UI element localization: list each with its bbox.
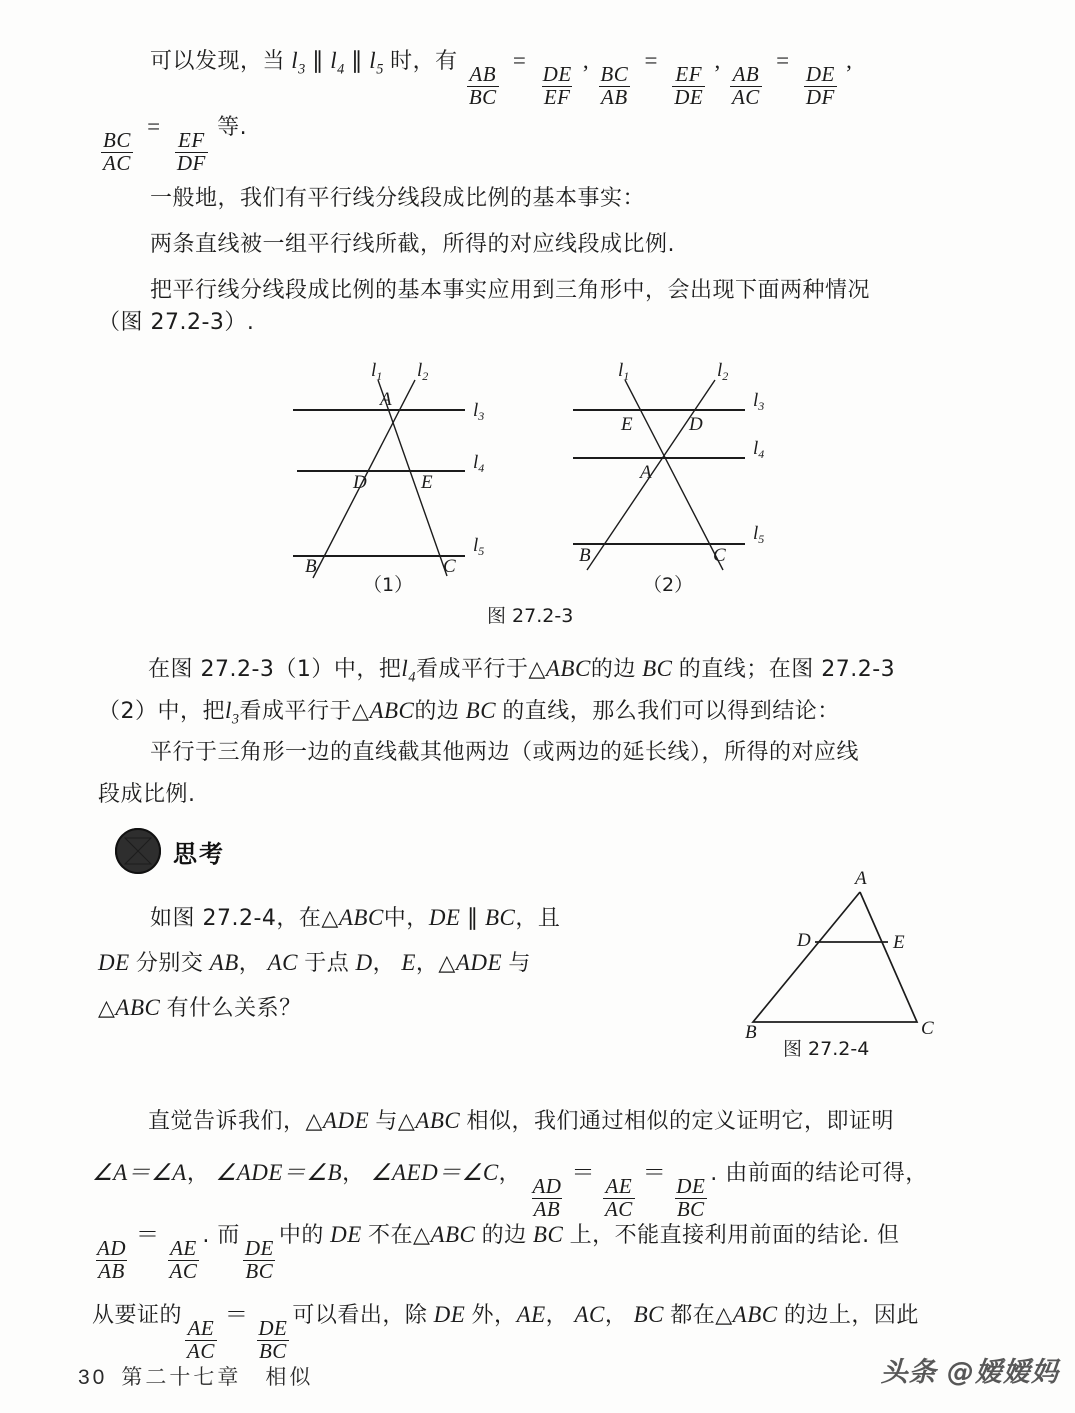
think3-text: 有什么关系？: [166, 996, 302, 1021]
proof3-text-b: 中的: [278, 1223, 324, 1248]
think2-de: DE: [98, 950, 130, 975]
proof2-eq2: ＝: [642, 1160, 667, 1185]
label-l4: $l_4$: [753, 438, 765, 461]
think-parallel: ∥: [466, 905, 479, 930]
proof4-ae: AE: [516, 1302, 546, 1327]
think2-text-b: 于点: [304, 951, 350, 976]
proof3-text-c: 不在△: [368, 1223, 431, 1248]
equals-1: =: [512, 48, 527, 73]
page-footer: [78, 1361, 313, 1391]
proof4-abc: ABC: [732, 1302, 778, 1327]
proof-line-3: [92, 1212, 1052, 1283]
think-hourglass-icon: [115, 828, 161, 874]
paragraph-general-fact-intro: 一般地，我们有平行线分线段成比例的基本事实：: [150, 186, 646, 211]
label-point-D: D: [689, 414, 703, 435]
proof4-text-e: 的边上，因此: [783, 1303, 919, 1328]
equals-4: =: [147, 114, 161, 139]
inline-l4: $l_4$: [401, 656, 416, 686]
fraction-de-df: $\frac{DE}{DF}$: [805, 62, 835, 109]
proof1-text-c: 相似，我们通过相似的定义证明它，即证明: [466, 1109, 895, 1134]
proof4-comma1: ，: [545, 1303, 569, 1328]
think2-text-a: 分别交: [135, 951, 204, 976]
fraction-ab-bc: $\frac{AB}{BC}$: [468, 62, 497, 109]
paragraph-apply-line2: （图 27.2-3）.: [98, 310, 255, 335]
label-point-B: B: [745, 1022, 757, 1043]
figure-27-2-4: [745, 862, 960, 1060]
angle-aed-equality: ∠AED＝∠C: [370, 1160, 499, 1185]
proof1-ade: ADE: [322, 1108, 370, 1133]
proof1-text-a: 直觉告诉我们，△: [148, 1109, 323, 1134]
proof2-comma3: ，: [498, 1161, 522, 1186]
proof4-eq1: ＝: [224, 1302, 249, 1327]
intro-text-pre: 可以发现，当: [150, 49, 286, 74]
figure-2-svg: [565, 358, 790, 588]
label-l4: $l_4$: [473, 452, 485, 475]
after-fig-text-d: 的直线；在图 27.2-3: [678, 657, 896, 682]
proof2-comma1: ，: [186, 1161, 210, 1186]
figure-1-subcaption: （1）: [363, 574, 414, 596]
after-fig-text-b: 看成平行于△: [415, 657, 546, 682]
proof2-eq1: ＝: [571, 1160, 595, 1185]
fraction-ae-ac-2: $\frac{AE}{AC}$: [169, 1236, 198, 1283]
think2-ac: AC: [267, 950, 298, 975]
think-text-c: ，且: [515, 906, 561, 931]
comma-1: ,: [582, 48, 590, 73]
label-point-D: D: [797, 930, 811, 951]
fraction-ad-ab-1: $\frac{AD}{AB}$: [532, 1174, 562, 1221]
inline-l3: $l_3$: [225, 698, 240, 728]
proof4-de: DE: [433, 1302, 466, 1327]
fraction-de-bc-2: $\frac{DE}{BC}$: [244, 1236, 274, 1283]
label-point-E: E: [421, 472, 433, 493]
paragraph-apply-line1: 把平行线分线段成比例的基本事实应用到三角形中，会出现下面两种情况: [150, 278, 871, 303]
think-question-line-3: [98, 985, 758, 1032]
proof2-tail: . 由前面的结论可得，: [710, 1161, 928, 1186]
figure-27-2-3-part1: [285, 358, 510, 596]
fraction-ef-de: $\frac{EF}{DE}$: [674, 62, 704, 109]
fraction-ab-ac: $\frac{AB}{AC}$: [731, 62, 760, 109]
fraction-de-bc-3: $\frac{DE}{BC}$: [258, 1316, 288, 1363]
think-label: 思考: [173, 839, 225, 868]
proof4-text-d: 都在△: [670, 1303, 733, 1328]
think3-abc: ABC: [115, 995, 161, 1020]
intro-line-1: [150, 38, 1030, 109]
fraction-de-ef: $\frac{DE}{EF}$: [542, 62, 572, 109]
think2-comma2: ，: [372, 951, 396, 976]
inline-bc-2: BC: [465, 698, 497, 723]
proof4-ac: AC: [574, 1302, 605, 1327]
think-question-line-2: [98, 940, 758, 987]
think2-comma1: ，: [238, 951, 262, 976]
page-number: 30: [78, 1366, 108, 1389]
parallel-symbol-1: ∥: [312, 48, 325, 73]
label-point-A: A: [855, 868, 867, 889]
proof4-bc: BC: [633, 1302, 664, 1327]
after-fig-text-a: 在图 27.2-3（1）中，把: [148, 657, 402, 682]
line-l5-label: $l_5$: [369, 48, 384, 78]
proof3-text-d: 的边: [481, 1223, 527, 1248]
proof4-text-a: 从要证的: [92, 1303, 183, 1328]
label-l5: $l_5$: [473, 535, 485, 558]
think-bc: BC: [484, 905, 516, 930]
chapter-title: 第二十七章 相似: [121, 1365, 314, 1389]
inline-bc-1: BC: [642, 656, 673, 681]
fraction-ae-ac-1: $\frac{AE}{AC}$: [604, 1174, 633, 1221]
think2-e: E: [401, 950, 416, 975]
think2-text-d: 与: [508, 951, 531, 976]
equals-3: =: [776, 48, 790, 73]
intro-text-mid: 时，有: [390, 49, 458, 74]
fraction-de-bc-1: $\frac{DE}{BC}$: [676, 1174, 706, 1221]
proof4-text-c: 外，: [471, 1303, 517, 1328]
watermark: 头条 @嫒嫒妈: [880, 1357, 1059, 1388]
angle-a-equality: ∠A＝∠A: [92, 1160, 187, 1185]
label-point-C: C: [921, 1018, 934, 1039]
label-point-A: A: [640, 462, 652, 483]
proof1-text-b: 与△: [375, 1109, 416, 1134]
label-point-D: D: [353, 472, 367, 493]
figure-3-svg: [745, 862, 960, 1057]
think2-ab: AB: [209, 950, 239, 975]
proof2-comma2: ，: [342, 1161, 365, 1186]
label-point-C: C: [713, 545, 726, 566]
figure-27-2-4-caption: 图 27.2-4: [783, 1038, 870, 1060]
fraction-bc-ab: $\frac{BC}{AB}$: [600, 62, 629, 109]
inline-abc-2: ABC: [369, 698, 415, 723]
proof4-comma2: ，: [604, 1303, 628, 1328]
label-l1: $l_1$: [618, 360, 630, 383]
label-point-C: C: [443, 556, 456, 577]
think-text-a: 如图 27.2-4，在△: [150, 906, 339, 931]
label-l1: $l_1$: [371, 360, 383, 383]
label-point-E: E: [621, 414, 633, 435]
fraction-bc-ac: $\frac{BC}{AC}$: [103, 128, 131, 175]
figure-27-2-3-caption: 图 27.2-3: [487, 605, 574, 627]
proof3-text-e: 上，不能直接利用前面的结论. 但: [569, 1223, 900, 1248]
label-point-E: E: [893, 932, 905, 953]
parallel-symbol-2: ∥: [351, 48, 364, 73]
proof3-abc: ABC: [430, 1222, 476, 1247]
label-point-A: A: [380, 389, 392, 410]
label-l5: $l_5$: [753, 523, 765, 546]
think2-d: D: [355, 950, 373, 975]
figure-2-subcaption: （2）: [643, 574, 694, 596]
proof3-de: DE: [330, 1222, 362, 1247]
after-fig2-text-d: 的直线，那么我们可以得到结论：: [502, 699, 840, 724]
think2-ade: ADE: [455, 950, 503, 975]
think-text-b: 中，: [383, 906, 429, 931]
think-section-header: [115, 828, 225, 874]
after-fig2-text-b: 看成平行于△: [239, 699, 370, 724]
inline-abc-1: ABC: [545, 656, 591, 681]
label-l3: $l_3$: [473, 400, 485, 423]
think-de: DE: [428, 905, 461, 930]
think-question-line-1: [150, 895, 770, 942]
proof1-abc: ABC: [415, 1108, 461, 1133]
figure-27-2-3-part2: [565, 358, 790, 596]
think-abc: ABC: [338, 905, 384, 930]
after-fig2-text-a: （2）中，把: [98, 699, 225, 724]
label-point-B: B: [305, 556, 317, 577]
proof-line-2: [92, 1150, 1052, 1221]
line-l3-label: $l_3$: [291, 48, 306, 78]
conclusion-line-1: 平行于三角形一边的直线截其他两边（或两边的延长线），所得的对应线: [150, 740, 860, 765]
triangle-abc-stroke: [753, 892, 917, 1022]
after-fig-text-c: 的边: [590, 657, 636, 682]
proof3-eq1: ＝: [136, 1222, 160, 1247]
figure-1-svg: [285, 358, 510, 588]
intro-line-2: [98, 104, 598, 175]
line-l4-label: $l_4$: [330, 48, 345, 78]
comma-3: ,: [846, 48, 853, 73]
paragraph-basic-fact: 两条直线被一组平行线所截，所得的对应线段成比例.: [150, 232, 675, 257]
fraction-ef-df: $\frac{EF}{DF}$: [176, 128, 206, 175]
label-point-B: B: [579, 545, 591, 566]
proof4-text-b: 可以看出，除: [292, 1303, 428, 1328]
think2-text-c: ，△: [415, 951, 456, 976]
conclusion-line-2: 段成比例.: [98, 782, 196, 807]
intro-row2-tail: 等.: [217, 115, 248, 140]
label-l3: $l_3$: [753, 390, 765, 413]
label-l2: $l_2$: [717, 360, 729, 383]
comma-2: ,: [714, 48, 721, 73]
after-fig2-text-c: 的边: [414, 699, 460, 724]
proof3-bc: BC: [532, 1222, 564, 1247]
fraction-ad-ab-2: $\frac{AD}{AB}$: [97, 1236, 126, 1283]
think3-tri: △: [98, 996, 116, 1021]
fraction-ae-ac-3: $\frac{AE}{AC}$: [187, 1316, 215, 1363]
equals-2: =: [644, 48, 658, 73]
label-l2: $l_2$: [417, 360, 429, 383]
angle-ade-equality: ∠ADE＝∠B: [215, 1160, 343, 1185]
proof3-text-a: . 而: [202, 1223, 240, 1248]
proof-line-1: [148, 1098, 1048, 1145]
